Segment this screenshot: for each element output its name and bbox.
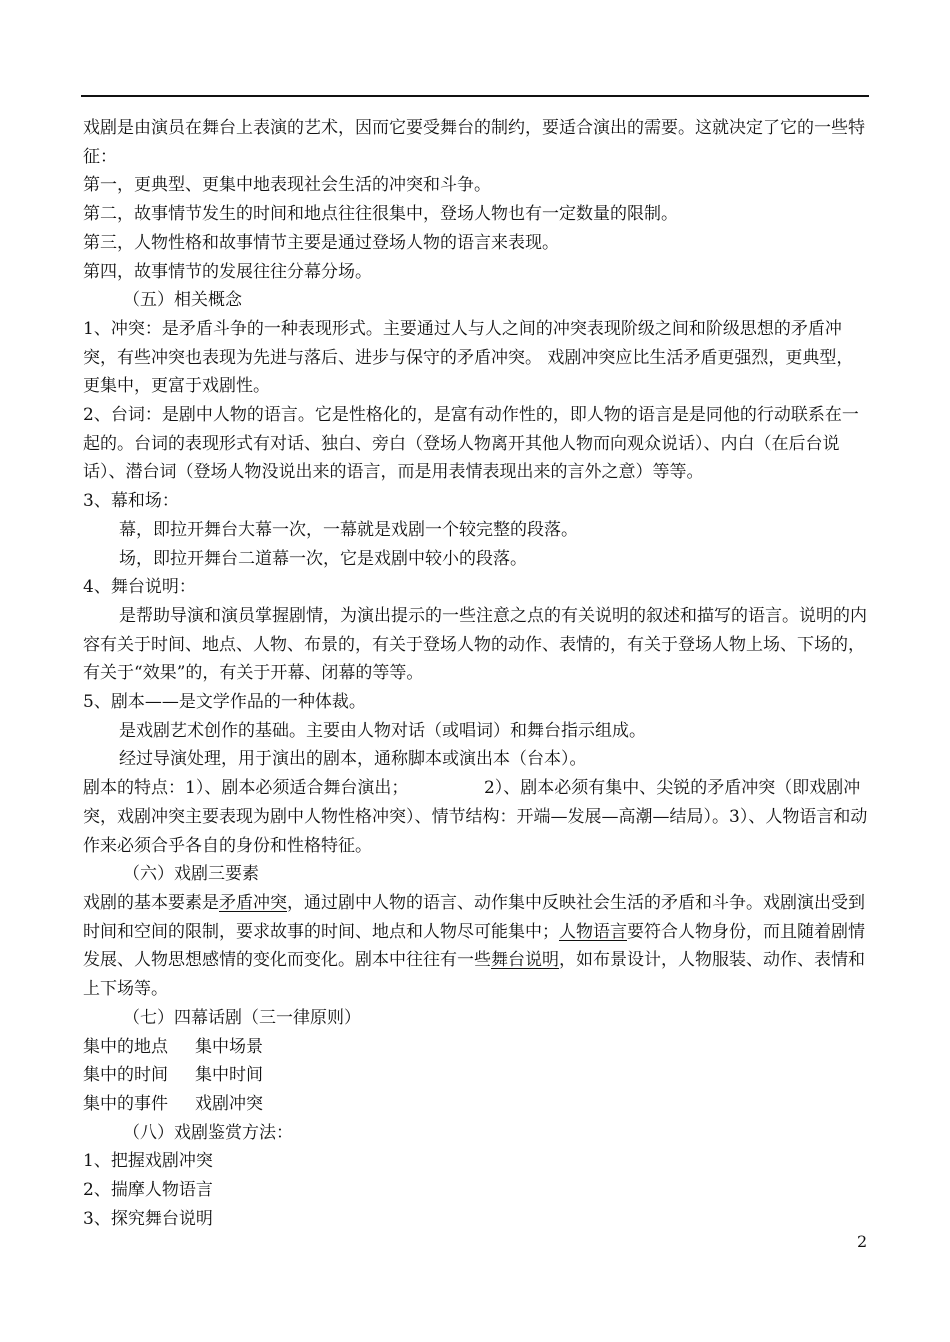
unity-row-time: 集中的时间 集中时间: [83, 1065, 264, 1086]
feature-1: 第一，更典型、更集中地表现社会生活的冲突和斗争。: [83, 175, 491, 196]
feature-4: 第四，故事情节的发展往往分幕分场。: [83, 261, 372, 282]
method-1: 1、把握戏剧冲突: [83, 1151, 213, 1172]
concept-lines: 2、台词：是剧中人物的语言。它是性格化的，是富有动作性的，即人物的语言是是同他的行动联系在一起的。台词的表现形式有对话、独白、旁白（登场人物离开其他人物而向观众说话）、内白（在后台说话）、潜台词（登场人物没说出来的语言，而是用表情表现出来的言外之意）等等。: [83, 405, 859, 483]
concept-script-b: 经过导演处理，用于演出的剧本，通称脚本或演出本（台本）。: [119, 749, 587, 770]
concept-script-a: 是戏剧艺术创作的基础。主要由人物对话（或唱词）和舞台指示组成。: [119, 720, 646, 741]
section-7-heading: （七）四幕话剧（三一律原则）: [123, 1007, 361, 1028]
header-rule: [81, 95, 869, 97]
text-run: ，如布景设计，人物服装、动作、表情和上下场等。: [83, 950, 865, 1000]
underlined-term-stage-direction: 舞台说明: [491, 950, 559, 971]
concept-acts-title: 3、幕和场：: [83, 491, 179, 512]
section-5-heading: （五）相关概念: [123, 290, 242, 311]
section-8-heading: （八）戏剧鉴赏方法：: [123, 1122, 293, 1143]
concept-stage-direction-title: 4、舞台说明：: [83, 577, 196, 598]
concept-script-title: 5、剧本——是文学作品的一种体裁。: [83, 692, 366, 713]
three-elements-paragraph: [83, 889, 869, 1004]
text-run: ，通过剧中人物的语言、动作集中反映社会生活的矛盾和斗争。戏剧演出受到时间和空间的限制，要求故事的时间、地点和人物尽可能集中；: [83, 892, 865, 942]
underlined-term-conflict: 矛盾冲突: [219, 892, 287, 913]
underlined-term-language: 人物语言: [559, 921, 627, 942]
concept-conflict: 1、冲突：是矛盾斗争的一种表现形式。主要通过人与人之间的冲突表现阶级之间和阶级思想的矛盾冲突，有些冲突也表现为先进与落后、进步与保守的矛盾冲突。 戏剧冲突应比生活矛盾更强烈，更典型，更集中，更富于戏剧性。: [83, 318, 854, 397]
text-run: 戏剧的基本要素是: [83, 892, 219, 913]
concept-stage-direction-body: 是帮助导演和演员掌握剧情，为演出提示的一些注意之点的有关说明的叙述和描写的语言。说明的内容有关于时间、地点、人物、布景的，有关于登场人物的动作、表情的，有关于登场人物上场、下场的，有关于“效果”的，有关于开幕、闭幕的等等。: [83, 605, 867, 684]
unity-row-event: 集中的事件 戏剧冲突: [83, 1093, 264, 1114]
method-3: 3、探究舞台说明: [83, 1208, 213, 1229]
concept-script-features: 剧本的特点：1）、剧本必须适合舞台演出； 2）、剧本必须有集中、尖锐的矛盾冲突（即戏剧冲突，戏剧冲突主要表现为剧中人物性格冲突）、情节结构：开端—发展—高潮—结局）。3）、人物语言和动作来必须合乎各自的身份和性格特征。: [83, 778, 868, 856]
concept-act: 幕，即拉开舞台大幕一次，一幕就是戏剧一个较完整的段落。: [119, 519, 578, 540]
text-run: 要符合人物身份，而且随着剧情发展、人物思想感情的变化而变化。剧本中往往有一些: [83, 921, 865, 971]
document-body: [83, 114, 869, 1233]
feature-2: 第二，故事情节发生的时间和地点往往很集中，登场人物也有一定数量的限制。: [83, 204, 678, 225]
intro-paragraph: 戏剧是由演员在舞台上表演的艺术，因而它要受舞台的制约，要适合演出的需要。这就决定了它的一些特征：: [83, 118, 865, 167]
method-2: 2、揣摩人物语言: [83, 1180, 213, 1201]
concept-scene: 场，即拉开舞台二道幕一次，它是戏剧中较小的段落。: [119, 548, 527, 569]
feature-3: 第三，人物性格和故事情节主要是通过登场人物的语言来表现。: [83, 232, 559, 253]
unity-row-place: 集中的地点 集中场景: [83, 1036, 264, 1057]
section-6-heading: （六）戏剧三要素: [123, 864, 259, 885]
page-number: 2: [857, 1232, 868, 1251]
